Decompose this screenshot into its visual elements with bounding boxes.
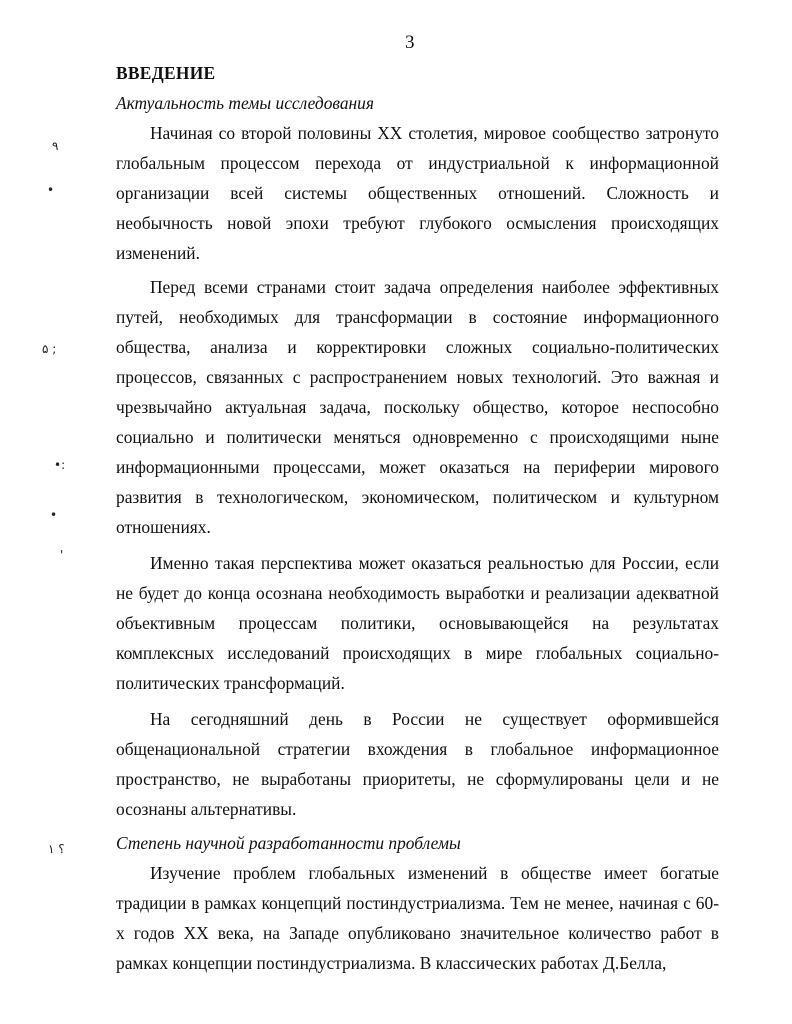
margin-mark-7: ؟ ١ (48, 842, 65, 856)
margin-mark-6: ' (60, 548, 64, 562)
margin-mark-2: • (47, 183, 55, 197)
paragraph-3: Именно такая перспектива может оказаться реальностью для России, если не будет до конца осознана необходимость выработки и реализации адекватной объективным процессам политики, основывающейся на результатах комплексных исследований происходящих в мире глобальных социально-политических трансформаций. (116, 553, 719, 693)
page-number: 3 (405, 32, 415, 53)
margin-mark-4: •: (54, 458, 66, 472)
margin-mark-1: ٩ (52, 139, 59, 153)
document-heading: ВВЕДЕНИЕ (116, 63, 216, 83)
paragraph-2: Перед всеми странами стоит задача определения наиболее эффективных путей, необходимых для трансформации в состояние информационного общества, анализа и корректировки сложных социально-политических процессов, связанных с распространением новых технологий. Это важная и чрезвычайно актуальная задача, поскольку общество, которое неспособно социально и политически меняться одновременно с происходящими ныне информационными процессами, может оказаться на периферии мирового развития в технологическом, экономическом, политическом и культурном отношениях. (116, 277, 719, 537)
margin-mark-3: ۵ ; (42, 342, 57, 356)
paragraph-5: Изучение проблем глобальных изменений в обществе имеет богатые традиции в рамках концепций постиндустриализма. Тем не менее, начиная с 60-х годов XX века, на Западе опубликовано значительное количество работ в рамках концепции постиндустриализма. В классических работах Д.Белла, (116, 863, 719, 973)
section-title-relevance: Актуальность темы исследования (116, 93, 374, 113)
paragraph-1: Начиная со второй половины XX столетия, мировое сообщество затронуто глобальным процессом перехода от индустриальной к информационной организации всей системы общественных отношений. Сложность и необычность новой эпохи требуют глубокого осмысления происходящих изменений. (116, 123, 719, 263)
document-body (116, 58, 719, 982)
section-title-research-degree: Степень научной разработанности проблемы (116, 833, 461, 853)
margin-mark-5: • (50, 508, 58, 522)
paragraph-4: На сегодняшний день в России не существует оформившейся общенациональной стратегии вхождения в глобальное информационное пространство, не выработаны приоритеты, не сформулированы цели и не осознаны альтернативы. (116, 709, 719, 819)
